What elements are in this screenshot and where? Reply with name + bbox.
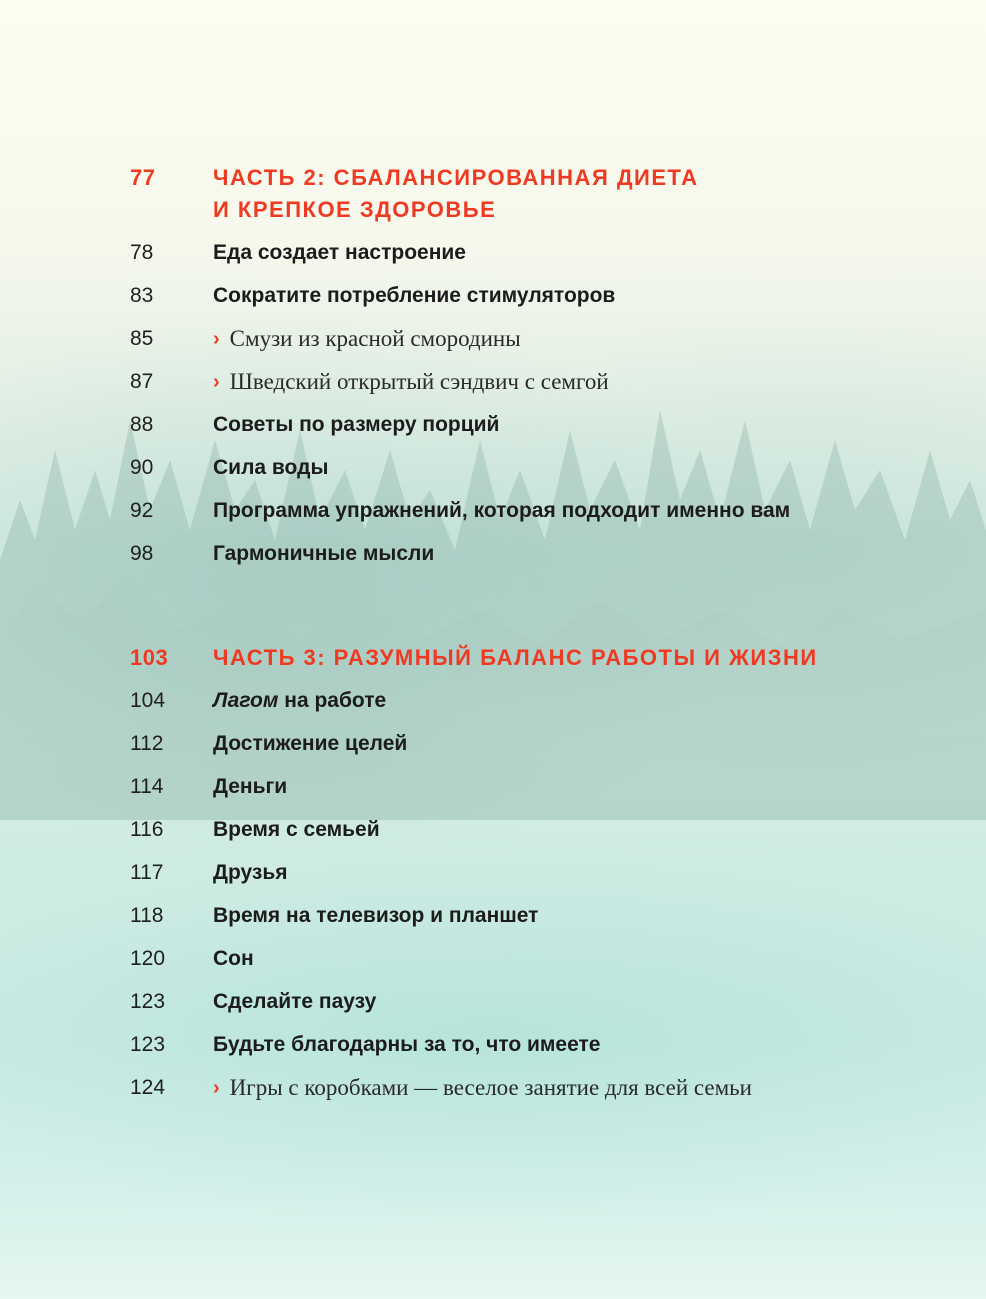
toc-entry[interactable] — [0, 688, 986, 731]
toc-entry-page: 123 — [130, 1033, 166, 1056]
part3-heading[interactable]: ЧАСТЬ 3: РАЗУМНЫЙ БАЛАНС РАБОТЫ И ЖИЗНИ — [213, 645, 818, 670]
toc-entry-page: 78 — [130, 241, 154, 264]
toc-entry-title: Еда создает настроение — [213, 241, 466, 264]
toc-entry-title: Гармоничные мысли — [213, 542, 435, 565]
toc-entry[interactable] — [0, 903, 986, 946]
toc-entry[interactable] — [0, 860, 986, 903]
toc-entry-recipe[interactable] — [0, 326, 986, 369]
toc-entry[interactable] — [0, 731, 986, 774]
toc-entry-page: 92 — [130, 499, 154, 522]
toc-entry-title-italic: Лагом — [213, 689, 279, 712]
toc-entry[interactable] — [0, 412, 986, 455]
chevron-right-icon: › — [213, 371, 220, 393]
toc-entry-title: Программа упражнений, которая подходит именно вам — [213, 499, 791, 522]
toc-entry-page: 120 — [130, 947, 166, 970]
toc-entry-page: 124 — [130, 1076, 166, 1099]
toc-entry[interactable] — [0, 541, 986, 584]
toc-entry-title: Деньги — [213, 775, 288, 798]
toc-entry-title: Друзья — [213, 861, 288, 884]
toc-entry-page: 117 — [130, 861, 164, 884]
toc-entry[interactable] — [0, 1032, 986, 1075]
toc-entry[interactable] — [0, 240, 986, 283]
toc-entry-page: 88 — [130, 413, 154, 436]
toc-entry-title: Шведский открытый сэндвич с семгой — [229, 369, 609, 394]
part2-page-number[interactable]: 77 — [130, 165, 156, 190]
part2-heading-line2[interactable]: И КРЕПКОЕ ЗДОРОВЬЕ — [213, 197, 497, 222]
toc-entry-page: 118 — [130, 904, 164, 927]
toc-entry-page: 85 — [130, 327, 154, 350]
toc-entry-title: Сон — [213, 947, 254, 970]
toc-entry-title: Сила воды — [213, 456, 329, 479]
toc-entry[interactable] — [0, 946, 986, 989]
chevron-right-icon: › — [213, 328, 220, 350]
toc-entry-page: 116 — [130, 818, 164, 841]
toc-entry-title: Достижение целей — [213, 732, 408, 755]
toc-entry-title: Время с семьей — [213, 818, 380, 841]
toc-entry[interactable] — [0, 989, 986, 1032]
toc-entry-title: Будьте благодарны за то, что имеете — [213, 1033, 601, 1056]
toc-entry-title: Сократите потребление стимуляторов — [213, 284, 616, 307]
toc-entry-page: 98 — [130, 542, 154, 565]
toc-entry[interactable] — [0, 283, 986, 326]
toc-entry-title: Смузи из красной смородины — [229, 326, 521, 351]
toc-entry-title: Игры с коробками — веселое занятие для всей семьи — [229, 1075, 752, 1100]
toc-entry-page: 114 — [130, 775, 164, 798]
toc-entry[interactable] — [0, 774, 986, 817]
toc-entry-page: 90 — [130, 456, 154, 479]
toc-entry[interactable] — [0, 455, 986, 498]
chevron-right-icon: › — [213, 1077, 220, 1099]
part2-heading-line1[interactable]: ЧАСТЬ 2: СБАЛАНСИРОВАННАЯ ДИЕТА — [213, 165, 699, 190]
toc-entry-page: 112 — [130, 732, 164, 755]
toc-entry-title: Время на телевизор и планшет — [213, 904, 539, 927]
toc-entry-title: Сделайте паузу — [213, 990, 377, 1013]
toc-entry-recipe[interactable] — [0, 369, 986, 412]
toc-entry-page: 87 — [130, 370, 154, 393]
toc-entry[interactable] — [0, 498, 986, 541]
toc-entry-page: 83 — [130, 284, 154, 307]
toc-entry-title: на работе — [278, 689, 387, 712]
toc-entry[interactable] — [0, 817, 986, 860]
toc-entry-title: Советы по размеру порций — [213, 413, 500, 436]
toc-entry-page: 104 — [130, 689, 166, 712]
part3-page-number[interactable]: 103 — [130, 645, 169, 670]
toc-entry-recipe[interactable] — [0, 1075, 986, 1118]
toc-entry-page: 123 — [130, 990, 166, 1013]
